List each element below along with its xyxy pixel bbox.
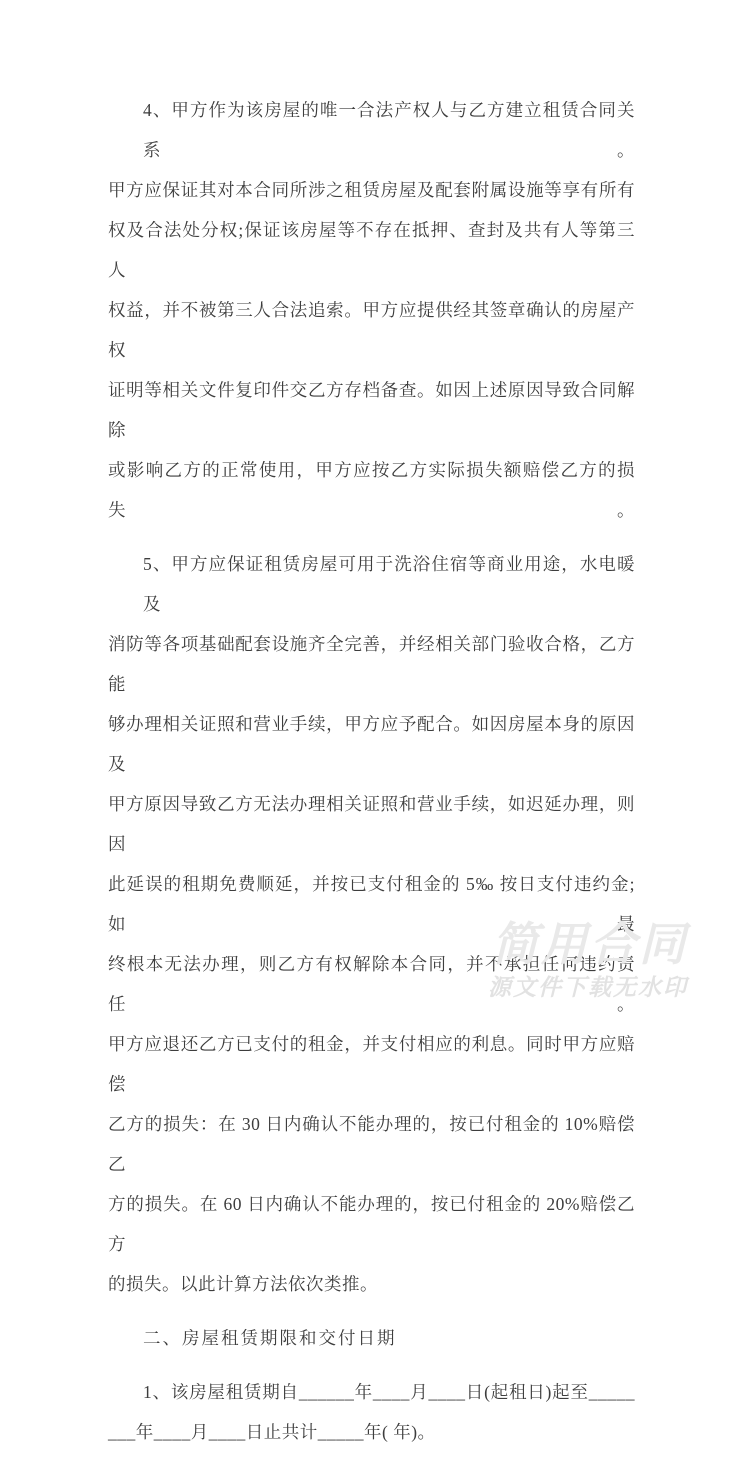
text-line: ___年____月____日止共计_____年( 年)。 [108, 1422, 436, 1442]
text-line: 权益，并不被第三人合法追索。甲方应提供经其签章确认的房屋产权 [108, 300, 635, 360]
text-line: 终根本无法办理，则乙方有权解除本合同，并不承担任何违约责任。 [108, 954, 635, 1014]
text-line: 甲方应保证其对本合同所涉之租赁房屋及配套附属设施等享有所有 [108, 180, 635, 200]
text-line: 权及合法处分权;保证该房屋等不存在抵押、查封及共有人等第三人 [108, 220, 635, 280]
clause-5-paragraph [108, 544, 635, 1304]
lease-term-paragraph [108, 1372, 635, 1452]
text-line: 甲方应退还乙方已支付的租金，并支付相应的利息。同时甲方应赔偿 [108, 1034, 635, 1094]
text-line: 够办理相关证照和营业手续，甲方应予配合。如因房屋本身的原因及 [108, 714, 635, 774]
text-line: 方的损失。在 60 日内确认不能办理的，按已付租金的 20%赔偿乙方 [108, 1194, 635, 1254]
section-2-heading [108, 1318, 635, 1358]
text-line: 或影响乙方的正常使用，甲方应按乙方实际损失额赔偿乙方的损失。 [108, 460, 635, 520]
text-line: 的损失。以此计算方法依次类推。 [108, 1274, 378, 1294]
text-line: 4、甲方作为该房屋的唯一合法产权人与乙方建立租赁合同关系。 [143, 100, 635, 160]
text-line: 乙方的损失：在 30 日内确认不能办理的，按已付租金的 10%赔偿乙 [108, 1114, 635, 1174]
contract-body [108, 90, 635, 1466]
text-line: 5、甲方应保证租赁房屋可用于洗浴住宿等商业用途，水电暖及 [143, 554, 635, 614]
text-line: 此延误的租期免费顺延，并按已支付租金的 5‰ 按日支付违约金;如最 [108, 874, 635, 934]
clause-4-paragraph [108, 90, 635, 530]
text-line: 证明等相关文件复印件交乙方存档备查。如因上述原因导致合同解除 [108, 380, 635, 440]
watermark-title: 简用合同 [492, 918, 688, 970]
text-line: 消防等各项基础配套设施齐全完善，并经相关部门验收合格，乙方能 [108, 634, 635, 694]
text-line: 1、该房屋租赁期自______年____月____日(起租日)起至_____ [143, 1382, 635, 1402]
text-line: 甲方原因导致乙方无法办理相关证照和营业手续，如迟延办理，则因 [108, 794, 635, 854]
text-line: 二、房屋租赁期限和交付日期 [143, 1328, 397, 1348]
watermark-subtitle: 源文件下载无水印 [488, 974, 688, 1000]
